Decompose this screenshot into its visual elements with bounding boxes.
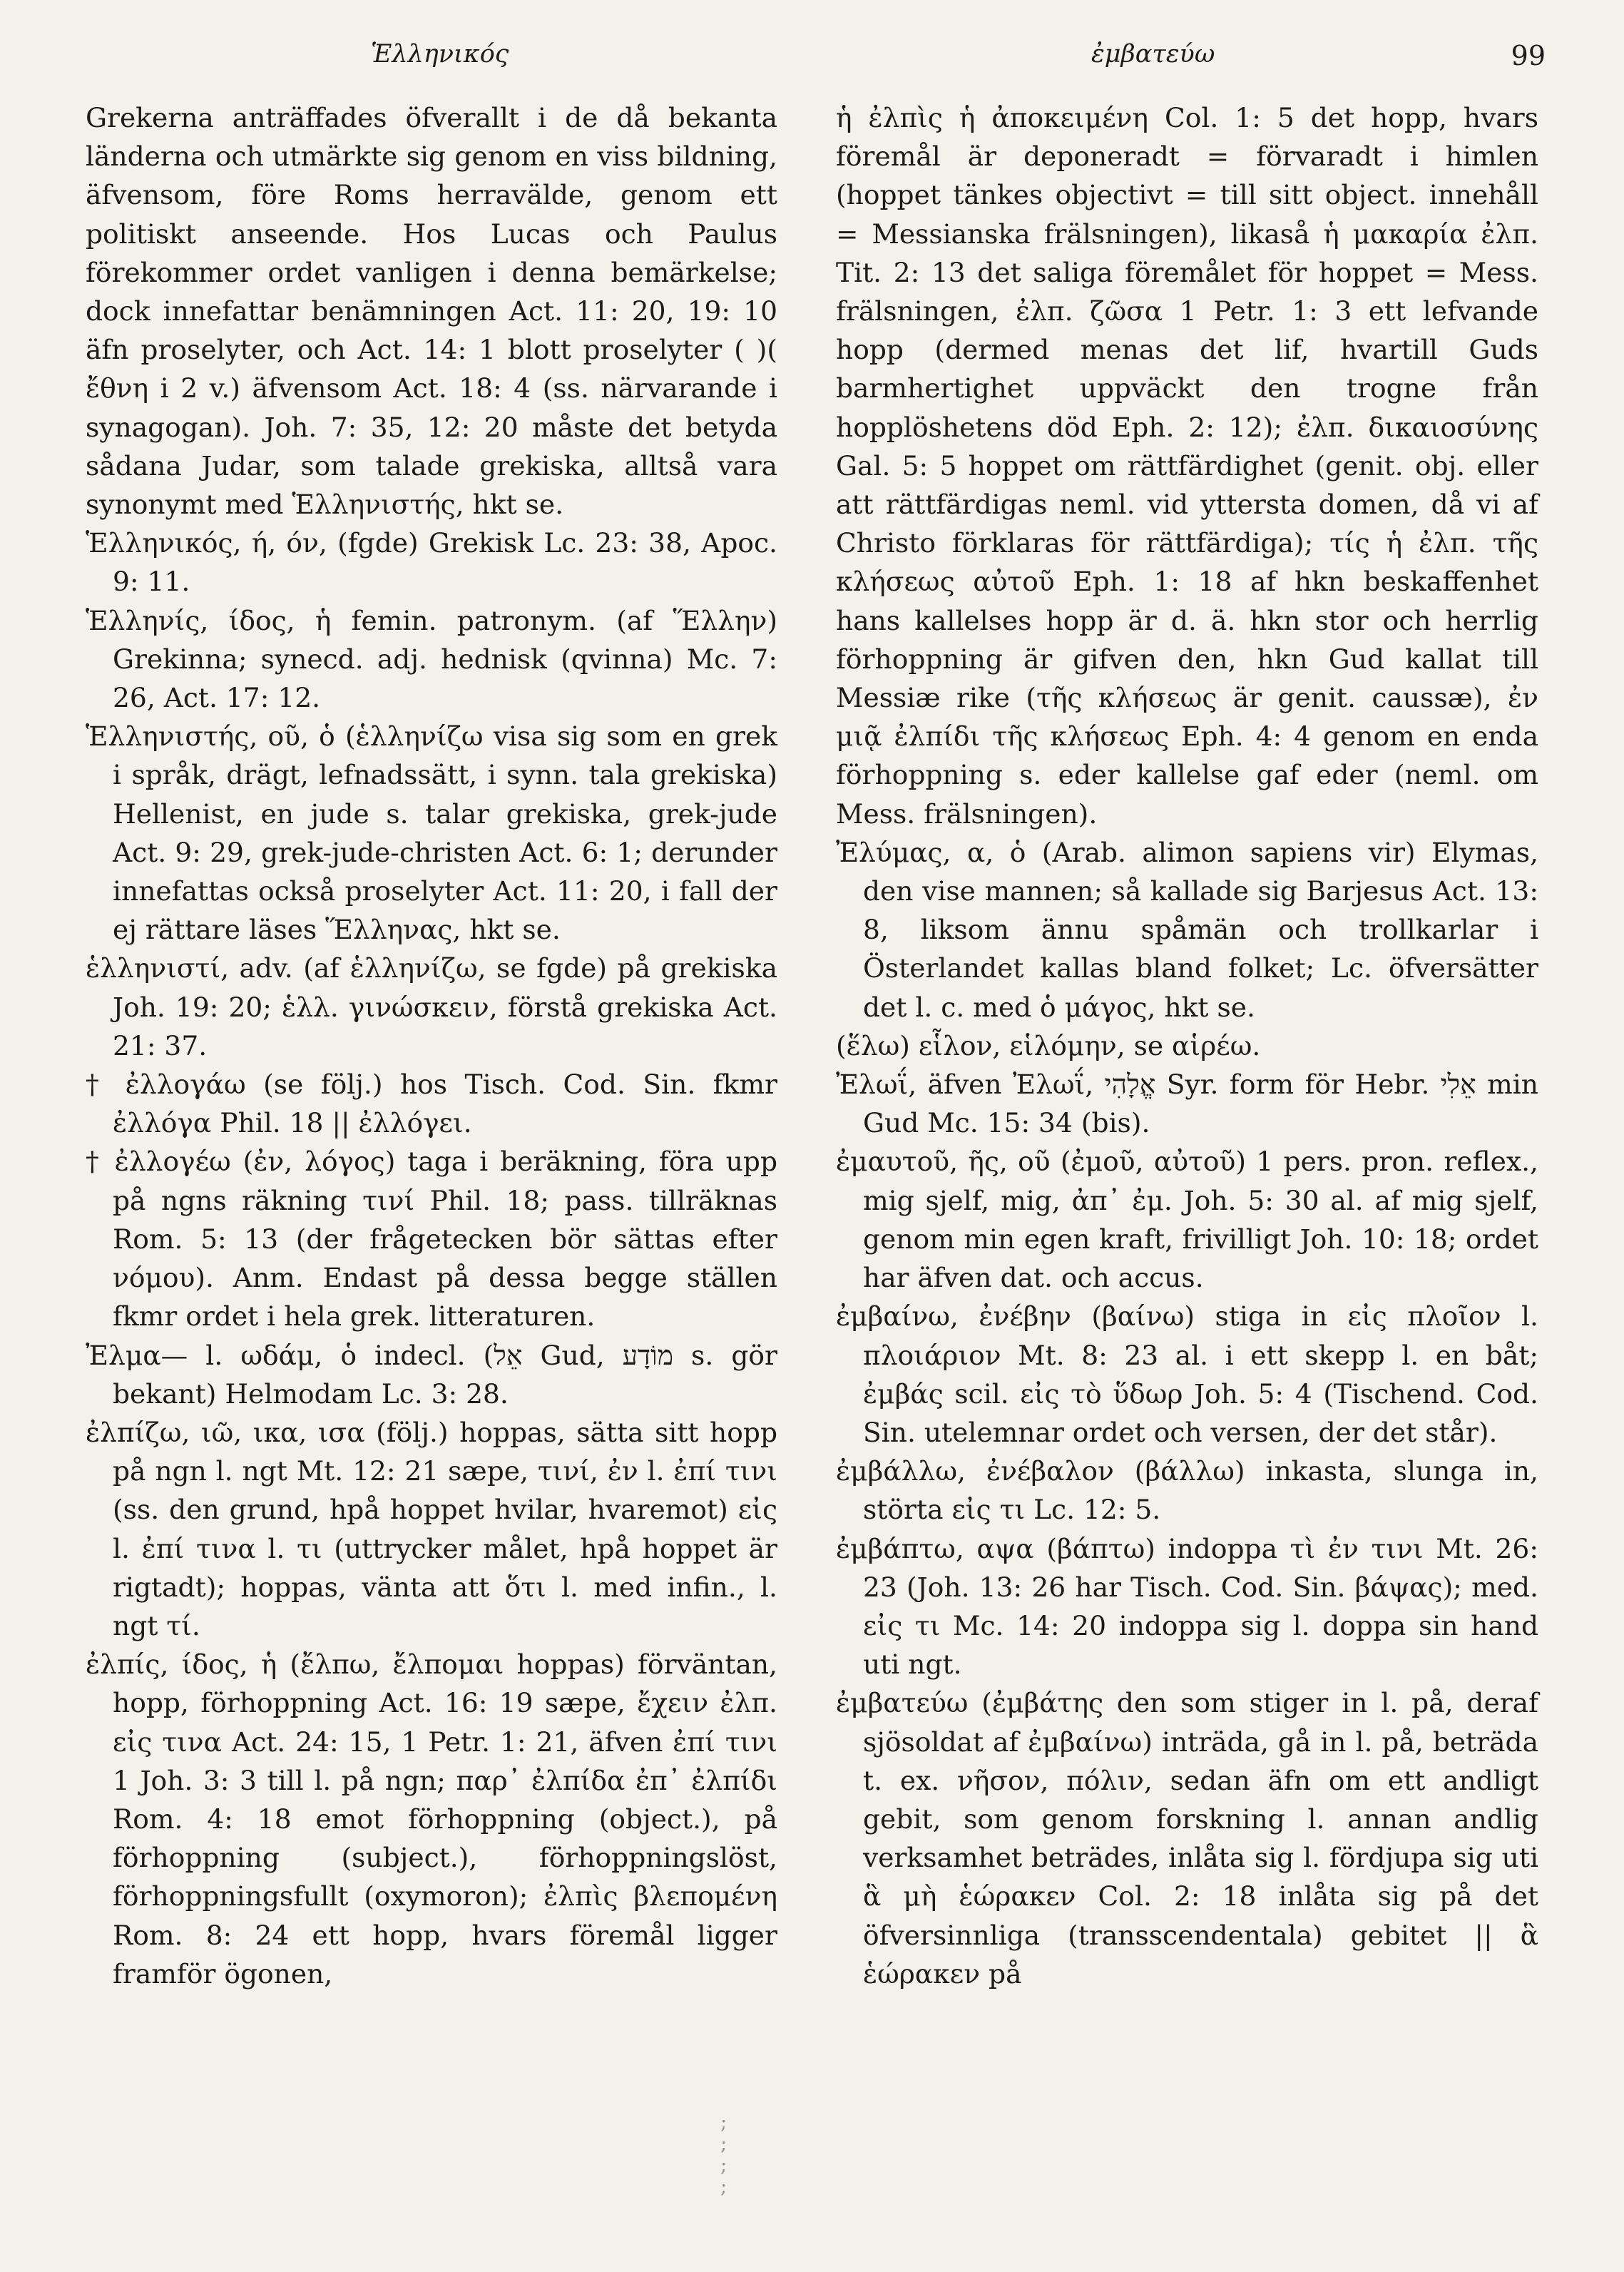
entry-text: Ἐλύμας, α, ὁ (Arab. alimon sapiens vir) Elymas, den vise mannen; så kallade sig Barjesus Act. 13: 8, liksom ännu spåmän och trollkarlar i Österlandet kallas bland folket; Lc. öfversätter det l. c. med ὁ μάγος, hkt se. (836, 836, 1538, 1023)
entry-text: ἐλπίς, ίδος, ἡ (ἔλπω, ἔλπομαι hoppas) förväntan, hopp, förhoppning Act. 16: 19 sæpe, ἔχειν ἐλπ. εἰς τινα Act. 24: 15, 1 Petr. 1: 21, äfven ἐπί τινι 1 Joh. 3: 3 till l. på ngn; παρ᾽ ἐλπίδα ἐπ᾽ ἐλπίδι Rom. 4: 18 emot förhoppning (object.), på förhoppning (subject.), förhoppningslöst, förhoppningsfullt (oxymoron); ἐλπὶς βλεπομένη Rom. 8: 24 ett hopp, hvars föremål ligger framför ögonen, (86, 1649, 777, 1990)
page-number: 99 (1511, 40, 1546, 71)
entry-text: Ἑλληνικός, ή, όν, (fgde) Grekisk Lc. 23: 38, Apoc. 9: 11. (86, 527, 777, 598)
entry-text: ἐμβαίνω, ἐνέβην (βαίνω) stiga in εἰς πλοῖον l. πλοιάριον Mt. 8: 23 al. i ett skepp l. en båt; ἐμβάς scil. εἰς τὸ ὕδωρ Joh. 5: 4 (Tischend. Cod. Sin. utelemnar ordet och versen, der det står). (836, 1300, 1538, 1448)
entry-text: † ἐλλογάω (se följ.) hos Tisch. Cod. Sin. fkmr ἐλλόγα Phil. 18 || ἐλλόγει. (86, 1069, 777, 1139)
entry-text: † ἐλλογέω (ἐν, λόγος) taga i beräkning, föra upp på ngns räkning τινί Phil. 18; pass. tillräknas Rom. 5: 13 (der frågetecken bör sättas efter νόμου). Anm. Endast på dessa begge ställen fkmr ordet i hela grek. litteraturen. (86, 1146, 777, 1333)
entry-text: Ἐλμα— l. ωδάμ, ὁ indecl. (אֵל Gud, מוֹדָע s. gör bekant) Helmodam Lc. 3: 28. (86, 1339, 777, 1410)
entry-text: (ἕλω) εἷλον, εἱλόμην, se αἱρέω. (836, 1029, 1261, 1061)
entry-text: ἐλπίζω, ιῶ, ικα, ισα (följ.) hoppas, sätta sitt hopp på ngn l. ngt Mt. 12: 21 sæpe, τινί, ἐν l. ἐπί τινι (ss. den grund, hpå hoppet hvilar, hvaremot) εἰς l. ἐπί τινα l. τι (uttrycker målet, hpå hoppet är rigtadt); hoppas, vänta att ὅτι l. med infin., l. ngt τί. (86, 1416, 777, 1641)
left-column (86, 98, 777, 1993)
footer-marks: ; ; ; ; (720, 2110, 727, 2198)
entry-text: ἐμβάπτω, αψα (βάπτω) indoppa τὶ ἐν τινι Mt. 26: 23 (Joh. 13: 26 har Tisch. Cod. Sin. βάψας); med. εἰς τι Mc. 14: 20 indoppa sig l. doppa sin hand uti ngt. (836, 1532, 1538, 1681)
entry-text: ἑλληνιστί, adv. (af ἑλληνίζω, se fgde) på grekiska Joh. 19: 20; ἑλλ. γινώσκειν, förstå grekiska Act. 21: 37. (86, 952, 777, 1061)
header-left-title: Ἑλληνικός (371, 40, 509, 68)
entry-text: ἐμαυτοῦ, ῆς, οῦ (ἐμοῦ, αὐτοῦ) 1 pers. pron. reflex., mig sjelf, mig, ἀπ᾽ ἐμ. Joh. 5: 30 al. af mig sjelf, genom min egen kraft, frivilligt Joh. 10: 18; ordet har äfven dat. och accus. (836, 1146, 1538, 1294)
entry-text: ἡ ἐλπὶς ἡ ἀποκειμένη Col. 1: 5 det hopp, hvars föremål är deponeradt = förvaradt i himlen (hoppet tänkes objectivt = till sitt object. innehåll = Messianska frälsningen), likaså ἡ μακαρία ἐλπ. Tit. 2: 13 det saliga föremålet för hoppet = Mess. frälsningen, ἐλπ. ζῶσα 1 Petr. 1: 3 ett lefvande hopp (dermed menas det lif, hvartill Guds barmhertighet uppväckt den trogne från hopplöshetens död Eph. 2: 12); ἐλπ. δικαιοσύνης Gal. 5: 5 hoppet om rättfärdighet (genit. obj. eller att rättfärdigas neml. vid yttersta domen, då vi af Christo förklaras för rättfärdiga); τίς ἡ ἐλπ. τῆς κλήσεως αὐτοῦ Eph. 1: 18 af hkn beskaffenhet hans kallelses hopp är d. ä. hkn stor och herrlig förhoppning är gifven den, hkn Gud kallat till Messiæ rike (τῆς κλήσεως är genit. caussæ), ἐν μιᾷ ἐλπίδι τῆς κλήσεως Eph. 4: 4 genom en enda förhoppning s. eder kallelse gaf eder (neml. om Mess. frälsningen). (836, 102, 1538, 830)
page-header (78, 40, 1546, 76)
entry-text: Ἑλληνίς, ίδος, ἡ femin. patronym. (af Ἕλλην) Grekinna; synecd. adj. hednisk (qvinna) Mc. 7: 26, Act. 17: 12. (86, 604, 777, 714)
entry-text: Grekerna anträffades öfverallt i de då bekanta länderna och utmärkte sig genom en viss bildning, äfvensom, före Roms herravälde, genom ett politiskt anseende. Hos Lucas och Paulus förekommer ordet vanligen i denna bemärkelse; dock innefattar benämningen Act. 11: 20, 19: 10 äfn proselyter, och Act. 14: 1 blott proselyter ( )( ἔθνη i 2 v.) äfvensom Act. 18: 4 (ss. närvarande i synagogan). Joh. 7: 35, 12: 20 måste det betyda sådana Judar, som talade grekiska, alltså vara synonymt med Ἑλληνιστής, hkt se. (86, 102, 777, 521)
right-column (836, 98, 1538, 1993)
entry-text: ἐμβατεύω (ἐμβάτης den som stiger in l. på, deraf sjösoldat af ἐμβαίνω) inträda, gå in l. på, beträda t. ex. νῆσον, πόλιν, sedan äfn om ett andligt gebit, som genom forskning l. annan andlig verksamhet beträdes, inlåta sig l. fördjupa sig uti ἃ μὴ ἑώρακεν Col. 2: 18 inlåta sig på det öfversinnliga (transscendentala) gebitet || ἃ ἑώρακεν på (836, 1687, 1538, 1990)
entry-text: Ἑλληνιστής, οῦ, ὁ (ἑλληνίζω visa sig som en grek i språk, drägt, lefnadssätt, i synn. tala grekiska) Hellenist, en jude s. talar grekiska, grek-jude Act. 9: 29, grek-jude-christen Act. 6: 1; derunder innefattas också proselyter Act. 11: 20, i fall der ej rättare läses Ἕλληνας, hkt se. (86, 720, 777, 946)
header-right-title: ἐμβατεύω (1091, 40, 1215, 68)
entry-text: Ἐλωΐ, äfven Ἐλωΐ, אֱלָהִי Syr. form för Hebr. אֵלִי min Gud Mc. 15: 34 (bis). (836, 1069, 1538, 1139)
entry-text: ἐμβάλλω, ἐνέβαλον (βάλλω) inkasta, slunga in, störta εἰς τι Lc. 12: 5. (836, 1455, 1538, 1526)
